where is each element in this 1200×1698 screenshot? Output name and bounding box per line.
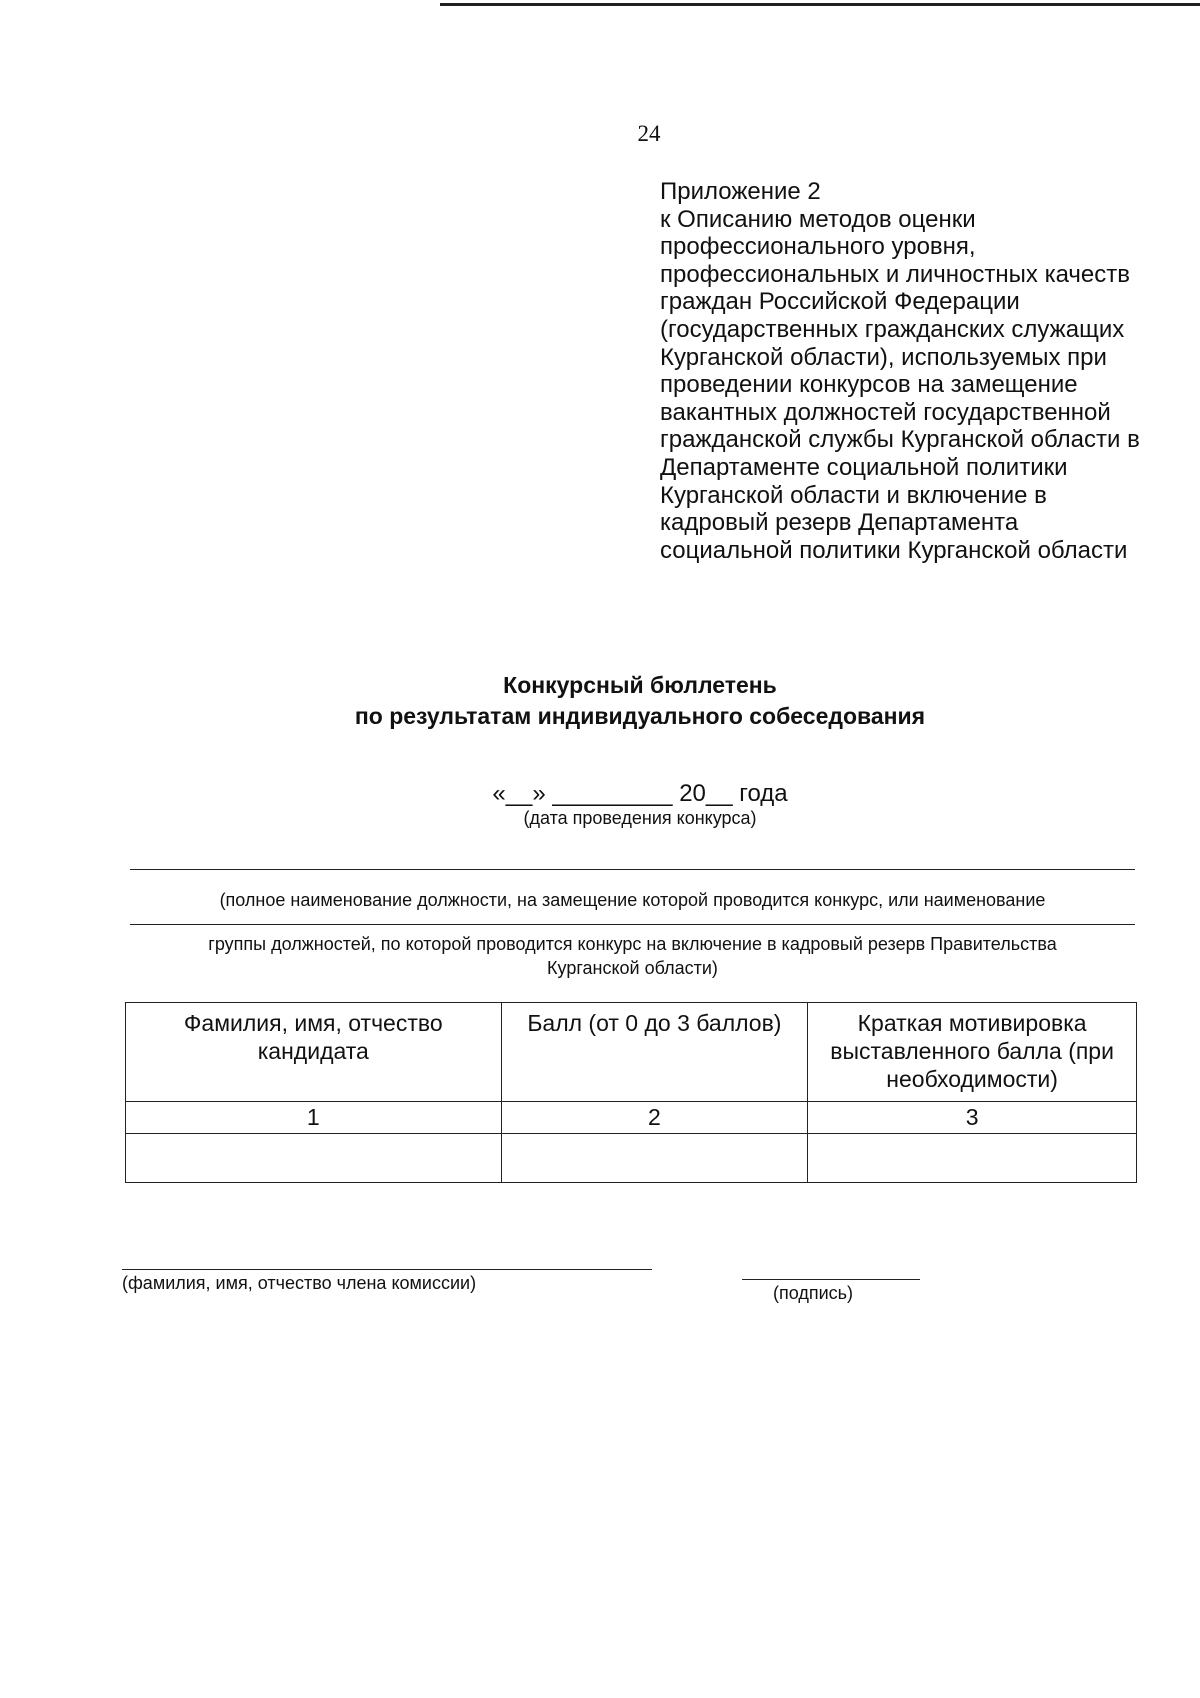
position-caption-1: (полное наименование должности, на замещение которой проводится конкурс, или наименование [219, 890, 1046, 910]
appendix-line: граждан Российской Федерации [660, 288, 1020, 316]
signature-caption: (подпись) [773, 1283, 854, 1303]
appendix-line: Курганской области), используемых при [660, 343, 1107, 371]
title-line-1: Конкурсный бюллетень [503, 672, 777, 698]
position-rule-1 [130, 869, 1135, 870]
position-caption-2: группы должностей, по которой проводится конкурс на включение в кадровый резерв Правительства [208, 934, 1057, 954]
header-motivation: Краткая мотивировка выставленного балла (при необходимости) [808, 1003, 1137, 1102]
date-caption: (дата проведения конкурса) [523, 808, 757, 828]
appendix-line: Департаменте социальной политики [660, 453, 1068, 481]
score-cell[interactable] [501, 1134, 808, 1183]
appendix-line: (государственных гражданских служащих [660, 315, 1125, 343]
appendix-line: Курганской области и включение в [660, 481, 1047, 509]
ballot-table [125, 1002, 1137, 1183]
appendix-line: профессиональных и личностных качеств [660, 260, 1131, 288]
appendix-line: проведении конкурсов на замещение [660, 371, 1078, 399]
position-caption-3: Курганской области) [547, 958, 718, 978]
header-candidate-name: Фамилия, имя, отчество кандидата [126, 1003, 502, 1102]
appendix-line: социальной политики Курганской области [660, 536, 1128, 564]
signature-rule [742, 1279, 920, 1280]
appendix-line: Приложение 2 [660, 178, 821, 205]
appendix-line: к Описанию методов оценки [660, 205, 976, 233]
column-number-3: 3 [808, 1102, 1137, 1134]
appendix-line: кадровый резерв Департамента [660, 509, 1019, 537]
document-title [0, 670, 1200, 732]
appendix-line: вакантных должностей государственной [660, 398, 1111, 426]
name-signature-rule [122, 1269, 652, 1270]
name-caption: (фамилия, имя, отчество члена комиссии) [122, 1273, 477, 1293]
appendix-line: гражданской службы Курганской области в [660, 426, 1140, 454]
column-number-2: 2 [501, 1102, 808, 1134]
table-number-row [126, 1102, 1137, 1134]
date-field: «__» _________ 20__ года [492, 780, 788, 807]
column-number-1: 1 [126, 1102, 502, 1134]
table-header-row [126, 1003, 1137, 1102]
position-rule-2 [130, 924, 1135, 925]
title-line-2: по результатам индивидуального собеседования [354, 703, 926, 729]
table-row [126, 1134, 1137, 1183]
candidate-name-cell[interactable] [126, 1134, 502, 1183]
motivation-cell[interactable] [808, 1134, 1137, 1183]
appendix-line: профессионального уровня, [660, 233, 976, 261]
page-number: 24 [637, 121, 661, 146]
scan-edge-line [440, 3, 1200, 6]
header-score: Балл (от 0 до 3 баллов) [501, 1003, 808, 1102]
appendix-note [660, 178, 1180, 564]
